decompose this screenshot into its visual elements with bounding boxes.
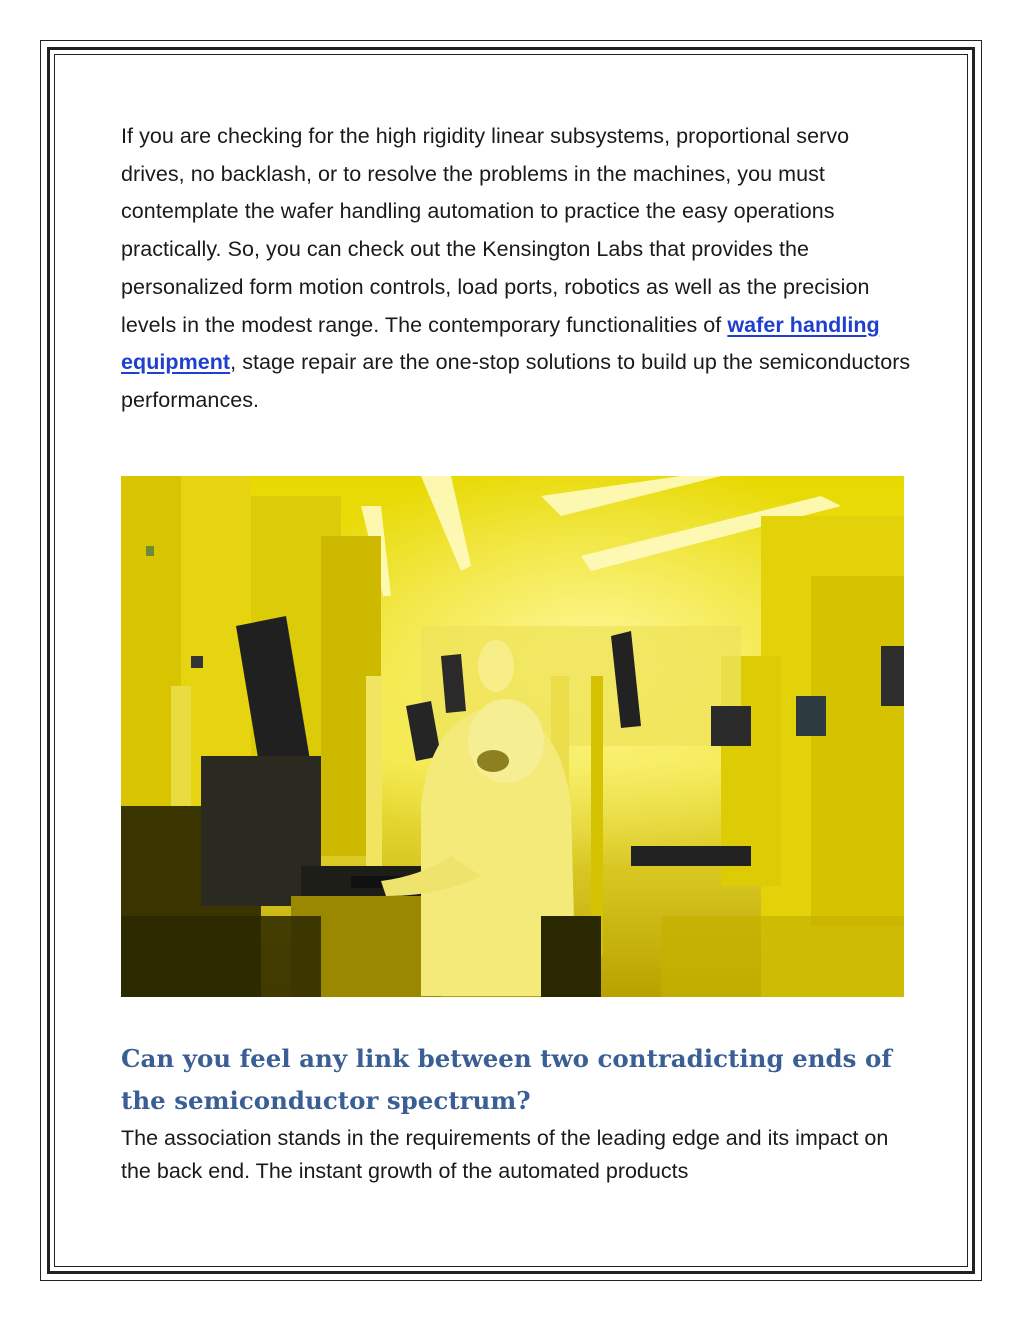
intro-text-after-link: , stage repair are the one-stop solutions to build up the semiconductors performances. (121, 350, 911, 412)
wafer-handling-equipment-link[interactable]: wafer handling equipment (121, 312, 880, 375)
section-paragraph: The association stands in the requirements of the leading edge and its impact on the back end. The instant growth of the automated products (121, 1126, 889, 1183)
intro-paragraph (121, 118, 911, 420)
section-heading: Can you feel any link between two contradicting ends of the semiconductor spectrum? (121, 1044, 892, 1115)
intro-text-before-link: If you are checking for the high rigidity linear subsystems, proportional servo drives, no backlash, or to resolve the problems in the machines, you must contemplate the wafer handling automation to practice the easy operations practically. So, you can check out the Kensington Labs that provides the personalized form motion controls, load ports, robotics as well as the precision levels in the modest range. The contemporary functionalities of (121, 124, 870, 337)
document-body (121, 118, 911, 420)
cleanroom-photo (121, 476, 904, 997)
